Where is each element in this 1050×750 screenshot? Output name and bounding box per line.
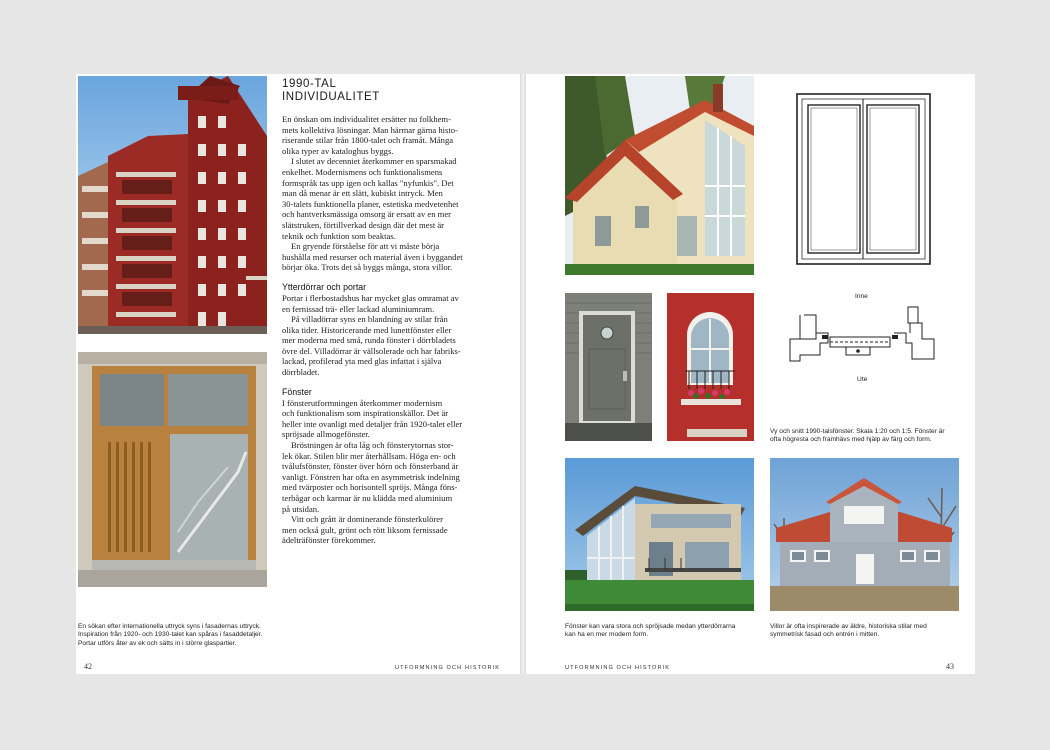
modern-house-caption bbox=[565, 623, 765, 640]
heading-theme: INDIVIDUALITET bbox=[282, 91, 380, 103]
text-line: En önskan om individualitet ersätter nu folkhem- bbox=[282, 114, 451, 124]
caption-line: symmetrisk fasad och entrén i mitten. bbox=[770, 631, 880, 639]
photo-grey-front-door bbox=[565, 293, 652, 441]
paragraph-windows-style bbox=[282, 440, 482, 514]
caption-line: ofta högresta och framhävs med hjälp av färg och form. bbox=[770, 436, 932, 444]
intro-paragraph bbox=[282, 114, 482, 156]
photo-gable-villa bbox=[565, 76, 754, 275]
caption-line: Fönster kan vara stora och spröjsade medan ytterdörrarna bbox=[565, 623, 736, 630]
left-photo-caption bbox=[78, 623, 298, 648]
text-line: en fernissad trä- eller lackad aluminiumram. bbox=[282, 303, 435, 314]
text-line: på utsidan. bbox=[282, 503, 320, 514]
window-section-drawing bbox=[786, 303, 938, 373]
text-line: riserande stilar från 1800-talet och framåt. Många bbox=[282, 135, 454, 146]
text-line: tvålufsfönster, fönster över hörn och fönsterband är bbox=[282, 461, 459, 472]
text-line: I fönsterutformningen återkommer modernism bbox=[282, 397, 443, 408]
paragraph-doors-villas bbox=[282, 314, 482, 378]
text-line: och funktionalism som inspirationskällor. Det är bbox=[282, 408, 449, 419]
villa-caption bbox=[770, 623, 970, 640]
text-line: olika typer av kataloghus byggs. bbox=[282, 145, 394, 156]
photo-arched-window-red-wall bbox=[667, 293, 754, 441]
body-column bbox=[282, 114, 482, 546]
text-line: mets kollektiva lösningar. Man härmar gärna histo- bbox=[282, 124, 458, 135]
text-line: vanligt. Fönstren har ofta en asymmetrisk indelning bbox=[282, 471, 460, 482]
caption-line: Vy och snitt 1990-talsfönster. Skala 1:20 och 1:5. Fönster är bbox=[770, 428, 945, 435]
caption-line: Inspiration från 1920- och 1930-talet kan spåras i fasaddetaljer. bbox=[78, 631, 263, 639]
subhead-doors: Ytterdörrar och portar bbox=[282, 281, 367, 292]
text-line: terbågar och karmar är nu klädda med aluminium bbox=[282, 493, 453, 503]
text-line: heller inte ovanligt med detaljer från 1920-talet eller bbox=[282, 418, 463, 429]
paragraph-windows-inspiration bbox=[282, 398, 482, 440]
section-heading bbox=[282, 78, 482, 104]
text-line: ädelträfönster förekommer. bbox=[282, 535, 376, 546]
text-line: spröjsade allmogefönster. bbox=[282, 429, 370, 440]
heading-decade: 1990-TAL bbox=[282, 78, 337, 90]
window-elevation-drawing bbox=[796, 93, 931, 265]
text-line: teknik och funktion som beaktas. bbox=[282, 230, 396, 241]
caption-line: Portar utförs åter av ek och sätts in i större glaspartier. bbox=[78, 639, 237, 647]
text-line: Bröstningen är ofta låg och fönsterytornas stor- bbox=[291, 440, 454, 451]
caption-line: kan ha en mer modern form. bbox=[565, 631, 649, 639]
text-line: Portar i flerbostadshus har mycket glas omramat av bbox=[282, 292, 459, 303]
paragraph-window-colors bbox=[282, 514, 482, 546]
text-line: slätstruken, förtillverkad design där det mest är bbox=[282, 219, 445, 230]
caption-line: Villor är ofta inspirerade av äldre, historiska stilar med bbox=[770, 623, 927, 630]
text-line: enkelhet. Modernismens och funktionalismens bbox=[282, 166, 443, 177]
text-line: lek ökar. Stilen blir mer återhållsam. Höga en- och bbox=[282, 450, 456, 461]
paragraph-doors-apartments bbox=[282, 293, 482, 314]
subhead-windows: Fönster bbox=[282, 386, 312, 397]
page-number-left: 42 bbox=[84, 662, 92, 671]
text-line: formspråk tas upp igen och kallas "nyfunkis". Det bbox=[282, 177, 454, 188]
text-line: mer moderna med små, runda fönster i dörrbladets bbox=[282, 335, 456, 346]
text-line: med tvärposter och horisontell spröjs. Många föns- bbox=[282, 482, 458, 493]
paragraph-nyfunkis bbox=[282, 156, 482, 241]
text-line: En gryende förståelse för att vi måste börja bbox=[291, 241, 440, 252]
text-line: Vitt och grått är dominerande fönsterkulörer bbox=[291, 514, 443, 525]
text-line: På villadörrar syns en blandning av stilar från bbox=[291, 314, 448, 325]
text-line: och hantverksmässiga omsorg är ersatt av en mer bbox=[282, 209, 452, 220]
text-line: men också gult, grönt och rött liksom fernissade bbox=[282, 524, 448, 535]
text-line: olika tider. Historicerande med lunettfönster eller bbox=[282, 324, 452, 335]
photo-red-apartment-building bbox=[78, 76, 267, 334]
label-outside: Ute bbox=[857, 376, 868, 383]
text-line: 30-talets funktionella planer, estetiska medvetenhet bbox=[282, 198, 459, 209]
paragraph-resources bbox=[282, 241, 482, 273]
photo-modern-glass-house bbox=[565, 458, 754, 611]
caption-line: En sökan efter internationella uttryck syns i fasadernas uttryck. bbox=[78, 623, 261, 630]
running-title-left: UTFORMNING OCH HISTORIK bbox=[395, 665, 501, 671]
page-number-right: 43 bbox=[946, 662, 954, 671]
text-line: lackad, profilerad yta med glas infattat i själva bbox=[282, 356, 442, 367]
text-line: börjar öka. Trots det så byggs många, stora villor. bbox=[282, 262, 453, 273]
text-line: hushålla med resurser och material även i byggandet bbox=[282, 251, 463, 262]
photo-wooden-glass-entrance bbox=[78, 352, 267, 587]
label-inside: Inne bbox=[855, 293, 868, 300]
text-line: dörrbladet. bbox=[282, 367, 320, 378]
drawing-caption bbox=[770, 428, 970, 445]
photo-red-roof-villa bbox=[770, 458, 959, 611]
text-line: man då menar är ett slätt, kubiskt intryck. Men bbox=[282, 188, 443, 199]
text-line: övre del. Villadörrar är vällsolerade och har fabriks- bbox=[282, 345, 461, 356]
running-title-right: UTFORMNING OCH HISTORIK bbox=[565, 665, 671, 671]
text-line: I slutet av decenniet återkommer en sparsmakad bbox=[291, 156, 457, 167]
